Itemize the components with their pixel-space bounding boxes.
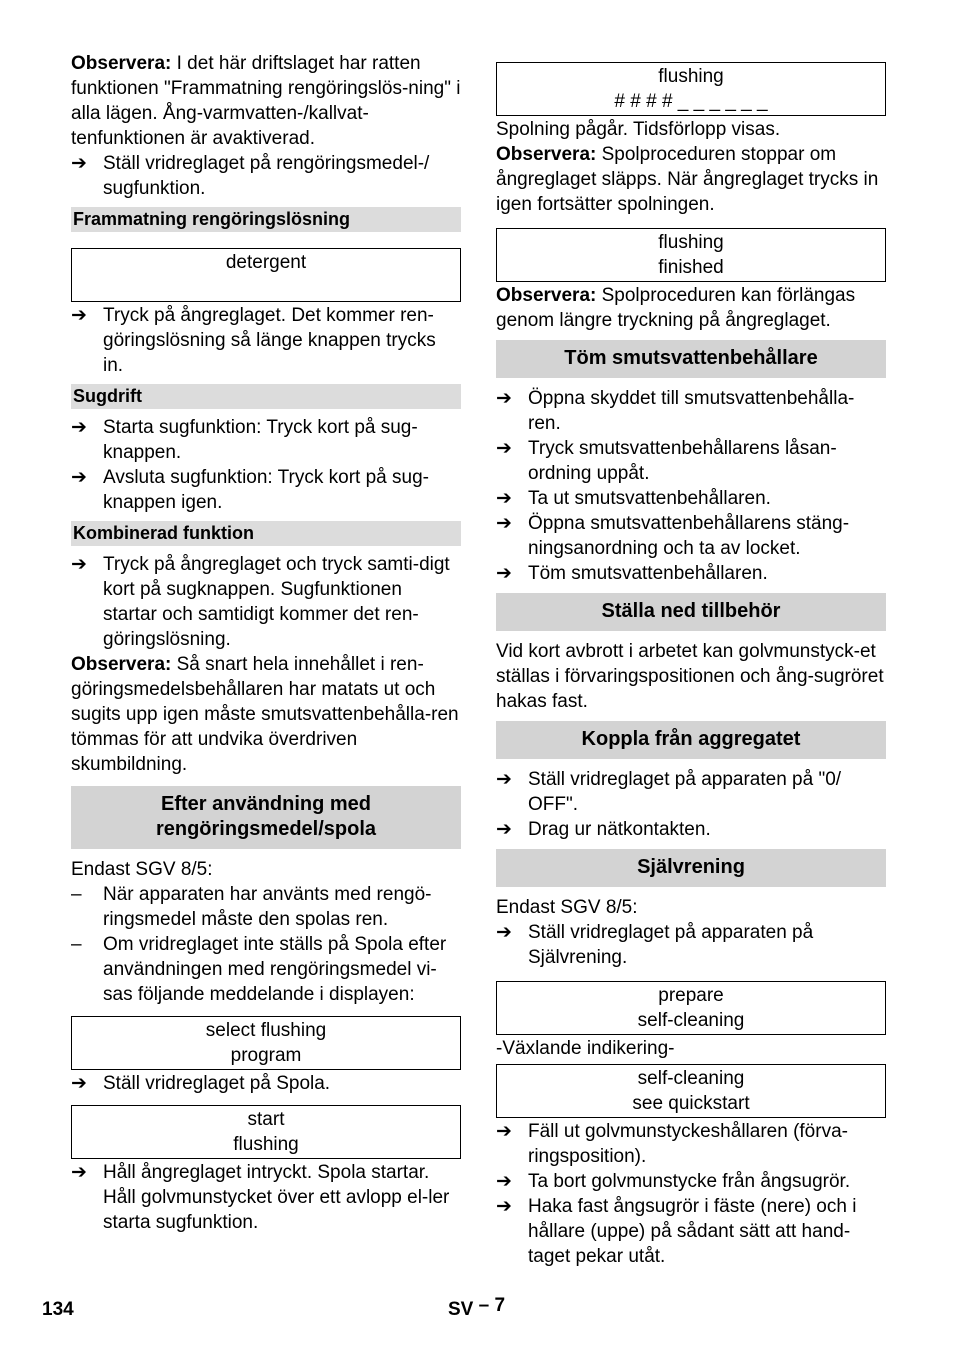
arrow-right-icon: ➔ <box>496 488 512 509</box>
display-line: flushing <box>658 232 724 253</box>
note-text: Så snart hela innehållet i ren-göringsmedelsbehållaren har matats ut och sugits upp igen måste smutsvattenbehålla-ren tömmas för att undvika överdriven skumbildning. <box>71 654 459 775</box>
arrow-right-icon: ➔ <box>496 922 512 943</box>
step-text: Fäll ut golvmunstyckeshållaren (förva-ringsposition). <box>528 1121 848 1167</box>
only-sgv-note: Endast SGV 8/5: <box>71 859 213 880</box>
section-heading-suction: Sugdrift <box>71 384 461 409</box>
footer-page-ref: – 7 <box>478 1295 506 1316</box>
display-line: prepare <box>658 985 724 1006</box>
note-label: Observera: <box>496 285 597 306</box>
arrow-right-icon: ➔ <box>71 305 87 326</box>
step-item <box>496 486 886 511</box>
left-column <box>71 51 461 1235</box>
right-column <box>496 62 886 1269</box>
arrow-right-icon: ➔ <box>496 563 512 584</box>
arrow-right-icon: ➔ <box>496 1171 512 1192</box>
display-line: flushing <box>658 66 724 87</box>
arrow-right-icon: ➔ <box>496 388 512 409</box>
step-item <box>71 415 461 465</box>
display-line: # # # # _ _ _ _ _ _ <box>614 91 768 112</box>
step-text: Drag ur nätkontakten. <box>528 819 711 840</box>
step-item <box>496 920 886 970</box>
display-message-box <box>71 1016 461 1070</box>
display-message-box <box>496 1064 886 1118</box>
step-item <box>496 436 886 486</box>
final-steps-list <box>496 1119 886 1269</box>
flush-note <box>496 142 886 217</box>
section-heading-disconnect: Koppla från aggregatet <box>496 721 886 759</box>
dash-text: Om vridreglaget inte ställs på Spola efter användningen med rengöringsmedel vi-sas följande meddelande i displayen: <box>103 934 447 1005</box>
display-line: self-cleaning <box>637 1068 745 1089</box>
arrow-right-icon: ➔ <box>71 153 87 174</box>
note-text: Spolproceduren kan förlängas genom längre tryckning på ångreglaget. <box>496 285 856 331</box>
step-text: Ställ vridreglaget på rengöringsmedel-/ sugfunktion. <box>103 153 430 199</box>
step-text: Ta bort golvmunstycke från ångsugrör. <box>528 1171 851 1192</box>
step-text: Ställ vridreglaget på apparaten på "0/ OFF". <box>528 769 842 815</box>
step-text: Öppna smutsvattenbehållarens stäng-ningsanordning och ta av locket. <box>528 513 850 559</box>
step-text: Tryck smutsvattenbehållarens låsan-ordning uppåt. <box>528 438 837 484</box>
flushing-progress-text: Spolning pågår. Tidsförlopp visas. <box>496 119 781 140</box>
step-text: Öppna skyddet till smutsvattenbehålla-ren. <box>528 388 855 434</box>
step-item <box>71 303 461 378</box>
display-message-box <box>496 62 886 116</box>
display-line: self-cleaning <box>637 1010 745 1031</box>
display-message-box <box>71 1105 461 1159</box>
display-message-box <box>496 228 886 282</box>
note-label: Observera: <box>71 53 172 74</box>
display-line: finished <box>658 257 724 278</box>
display-line: detergent <box>225 252 307 273</box>
display-message-box <box>496 981 886 1035</box>
footer-lang: SV <box>448 1299 474 1320</box>
step-text: Avsluta sugfunktion: Tryck kort på sug-knappen igen. <box>103 467 429 513</box>
arrow-right-icon: ➔ <box>71 1073 87 1094</box>
arrow-right-icon: ➔ <box>71 467 87 488</box>
step-text: Ställ vridreglaget på apparaten på Självrening. <box>528 922 814 968</box>
arrow-right-icon: ➔ <box>496 1121 512 1142</box>
step-item <box>496 511 886 561</box>
combined-note <box>71 652 461 777</box>
display-line: program <box>230 1045 302 1066</box>
disconnect-steps-list <box>496 767 886 842</box>
note-text: I det här driftslaget har ratten funktionen "Frammatning rengöringslös-ning" i alla lägen. Ång-varmvatten-/kallvat-tenfunktionen är avaktiverad. <box>71 53 461 149</box>
section-heading-after-use: Efter användning med rengöringsmedel/spola <box>71 786 461 849</box>
display-line: start <box>247 1109 285 1130</box>
note-label: Observera: <box>496 144 597 165</box>
section-heading-empty: Töm smutsvattenbehållare <box>496 340 886 378</box>
arrow-right-icon: ➔ <box>71 417 87 438</box>
step-text: Starta sugfunktion: Tryck kort på sug-knappen. <box>103 417 418 463</box>
step-item <box>496 1194 886 1269</box>
section-heading-selfclean: Självrening <box>496 849 886 887</box>
intro-note <box>71 51 461 151</box>
section-heading-combined: Kombinerad funktion <box>71 521 461 546</box>
arrow-right-icon: ➔ <box>496 769 512 790</box>
step-item <box>71 151 461 201</box>
arrow-right-icon: ➔ <box>496 513 512 534</box>
alternating-indication: -Växlande indikering- <box>496 1038 675 1059</box>
step-text: Haka fast ångsugrör i fäste (nere) och i hållare (uppe) på sådant sätt att hand-taget pekar utåt. <box>528 1196 857 1267</box>
dash-item <box>71 882 461 932</box>
dash-marker: – <box>71 934 82 955</box>
note-text: Spolproceduren stoppar om ångreglaget släpps. När ångreglaget trycks in igen fortsätter spolningen. <box>496 144 879 215</box>
only-sgv-note: Endast SGV 8/5: <box>496 897 638 918</box>
step-item <box>496 1169 886 1194</box>
step-text: Håll ångreglaget intryckt. Spola startar. Håll golvmunstycket över ett avlopp el-ler starta sugfunktion. <box>103 1162 450 1233</box>
step-item <box>496 817 886 842</box>
arrow-right-icon: ➔ <box>71 1162 87 1183</box>
step-text: Tryck på ångreglaget. Det kommer ren-göringslösning så länge knappen trycks in. <box>103 305 436 376</box>
arrow-right-icon: ➔ <box>71 554 87 575</box>
display-message-box <box>71 248 461 302</box>
section-heading-park: Ställa ned tillbehör <box>496 593 886 631</box>
section-heading-feed: Frammatning rengöringslösning <box>71 207 461 232</box>
page-number: 134 <box>42 1299 74 1320</box>
step-item <box>496 386 886 436</box>
step-item <box>496 561 886 586</box>
step-text: Tryck på ångreglaget och tryck samti-digt kort på sugknappen. Sugfunktionen startar och samtidigt kommer det ren-göringslösning. <box>103 554 450 650</box>
step-text: Töm smutsvattenbehållaren. <box>528 563 768 584</box>
step-item <box>71 552 461 652</box>
empty-steps-list <box>496 386 886 586</box>
step-item <box>71 1160 461 1235</box>
footer-language <box>448 1297 505 1322</box>
arrow-right-icon: ➔ <box>496 438 512 459</box>
park-text: Vid kort avbrott i arbetet kan golvmunstyck-et ställas i förvaringspositionen och ång-sugröret hakas fast. <box>496 641 884 712</box>
display-line: select flushing <box>205 1020 327 1041</box>
display-line: flushing <box>233 1134 299 1155</box>
step-text: Ställ vridreglaget på Spola. <box>103 1073 331 1094</box>
step-item <box>71 465 461 515</box>
step-item <box>496 1119 886 1169</box>
step-text: Ta ut smutsvattenbehållaren. <box>528 488 771 509</box>
flush-note <box>496 283 886 333</box>
arrow-right-icon: ➔ <box>496 819 512 840</box>
step-item <box>71 1071 461 1096</box>
dash-marker: – <box>71 884 82 905</box>
display-line: see quickstart <box>632 1093 750 1114</box>
dash-text: När apparaten har använts med rengö-ringsmedel måste den spolas ren. <box>103 884 432 930</box>
arrow-right-icon: ➔ <box>496 1196 512 1217</box>
note-label: Observera: <box>71 654 172 675</box>
step-item <box>496 767 886 817</box>
dash-item <box>71 932 461 1007</box>
